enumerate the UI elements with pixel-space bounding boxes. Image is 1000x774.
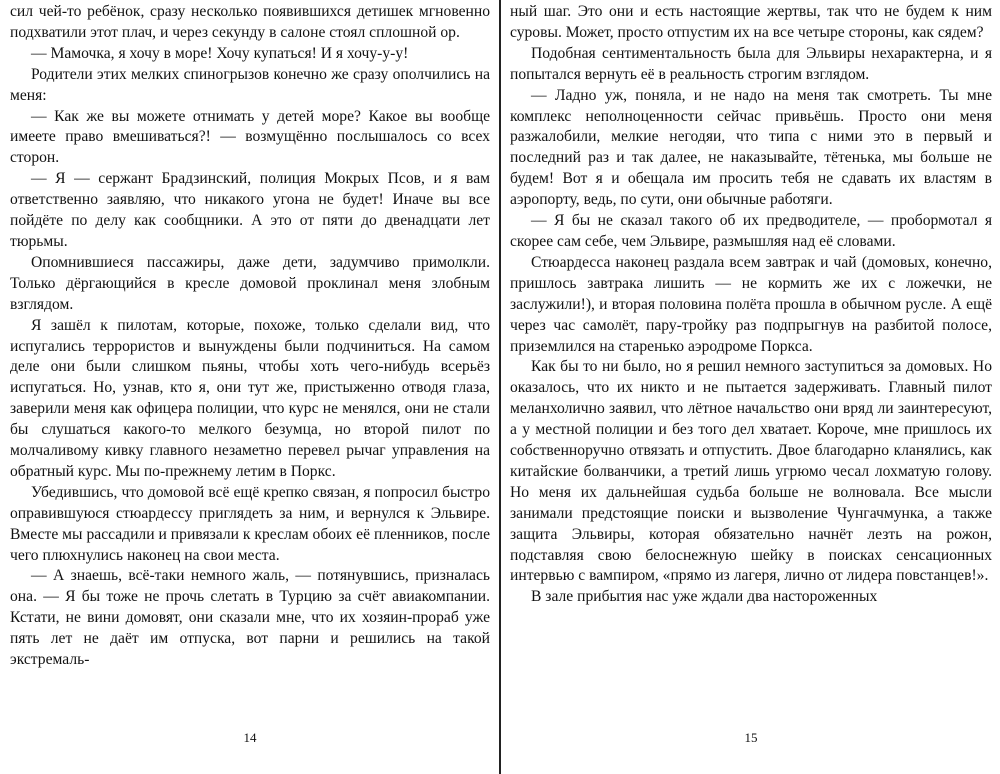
paragraph: — Ладно уж, поняла, и не надо на меня так смотреть. Ты мне комплекс неполноценности сейчас привьёшь. Просто они меня разжалобили, мелкие негодяи, что типа с ними это в первый и последний раз и так далее, не наказывайте, тётенька, мы больше не будем! Вот я и обещала им просить тебя не сдавать их властям в аэропорту, ведь, по сути, они обычные работяги. — [510, 86, 992, 209]
right-page — [502, 0, 1000, 774]
right-page-text — [510, 2, 992, 608]
paragraph: — Как же вы можете отнимать у детей море? Какое вы вообще имеете право вмешиваться?! — возмущённо послышалось со всех сторон. — [10, 107, 490, 167]
right-page-number: 15 — [744, 730, 758, 745]
paragraph: сил чей-то ребёнок, сразу несколько появившихся детишек мгновенно подхватили этот плач, и через секунду в салоне стоял сплошной ор. — [10, 3, 490, 41]
paragraph: — Я бы не сказал такого об их предводителе, — пробормотал я скорее сам себе, чем Эльвире, размышляя над её словами. — [510, 212, 992, 250]
paragraph: Стюардесса наконец раздала всем завтрак и чай (домовых, конечно, пришлось завтрака лишить — не кормить же их с ложечки, не заслужили!), и вторая половина полёта прошла в обычном русле. А ещё через час самолёт, пару-тройку раз подпрыгнув на разбитой полосе, приземлился на старенько аэродроме Поркса. — [510, 253, 992, 355]
paragraph: Убедившись, что домовой всё ещё крепко связан, я попросил быстро оправившуюся стюардессу приглядеть за ним, и вернулся к Эльвире. Вместе мы рассадили и привязали к креслам обоих её пленников, после чего плюхнулись наконец на свои места. — [10, 483, 490, 564]
paragraph: Подобная сентиментальность была для Эльвиры нехарактерна, и я попытался вернуть её в реальность строгим взглядом. — [510, 44, 992, 83]
paragraph: — Мамочка, я хочу в море! Хочу купаться! И я хочу-у-у! — [31, 44, 409, 62]
paragraph: Как бы то ни было, но я решил немного заступиться за домовых. Но оказалось, что их никто и не пытается задерживать. Главный пилот меланхолично заявил, что лётное начальство они вряд ли заинтересуют, а у местной полиции и без того дел хватает. Короче, мне пришлось их собственноручно отвязать и отпустить. Двое благодарно кланялись, как китайские болванчики, а третий лишь угрюмо чесал лохматую голову. Но меня их дальнейшая судьба больше не волновала. Все мысли занимали предстоящие поиски и вызволение Чунгачмунка, а также защита Эльвиры, которая обязательно начнёт лезть на рожон, подставляя свою белоснежную шейку в поисках сенсационных интервью с вампиром, «прямо из лагеря, лично от лидера повстанцев!». — [510, 358, 992, 585]
paragraph: — Я — сержант Брадзинский, полиция Мокрых Псов, и я вам ответственно заявляю, что никакого угона не будет! Иначе вы все пойдёте по делу как сообщники. А это от пяти до двенадцати лет тюрьмы. — [10, 170, 490, 250]
left-page-text — [10, 2, 490, 671]
page-gutter-divider — [499, 0, 501, 774]
paragraph: Родители этих мелких спиногрызов конечно же сразу ополчились на меня: — [10, 65, 490, 104]
paragraph: В зале прибытия нас уже ждали два настороженных — [531, 588, 878, 606]
paragraph: Опомнившиеся пассажиры, даже дети, задумчиво примолкли. Только дёргающийся в кресле домовой проклинал меня злобным взглядом. — [10, 253, 490, 313]
paragraph: — А знаешь, всё-таки немного жаль, — потянувшись, призналась она. — Я бы тоже не прочь слетать в Турцию за счёт авиакомпании. Кстати, не вини домовят, они сказали мне, что их хозяин-прораб уже пять лет не даёт им отпуска, вот парни и решились на такой экстремаль- — [10, 567, 490, 669]
left-page-number: 14 — [243, 730, 257, 745]
paragraph: Я зашёл к пилотам, которые, похоже, только сделали вид, что испугались террористов и вынуждены были подчиниться. На самом деле они были слишком пьяны, чтобы хоть чего-нибудь всерьёз испугаться. Но, узнав, кто я, они тут же, пристыженно отводя глаза, заверили меня как офицера полиции, что курс не менялся, они не стали бы слушаться какого-то мелкого безумца, но второй пилот по молчаливому кивку главного незаметно перевел рычаг управления на обратный курс. Мы по-прежнему летим в Поркс. — [10, 316, 490, 480]
paragraph: ный шаг. Это они и есть настоящие жертвы, так что не будем к ним суровы. Может, просто отпустим их на все четыре стороны, как сядем? — [510, 3, 992, 41]
